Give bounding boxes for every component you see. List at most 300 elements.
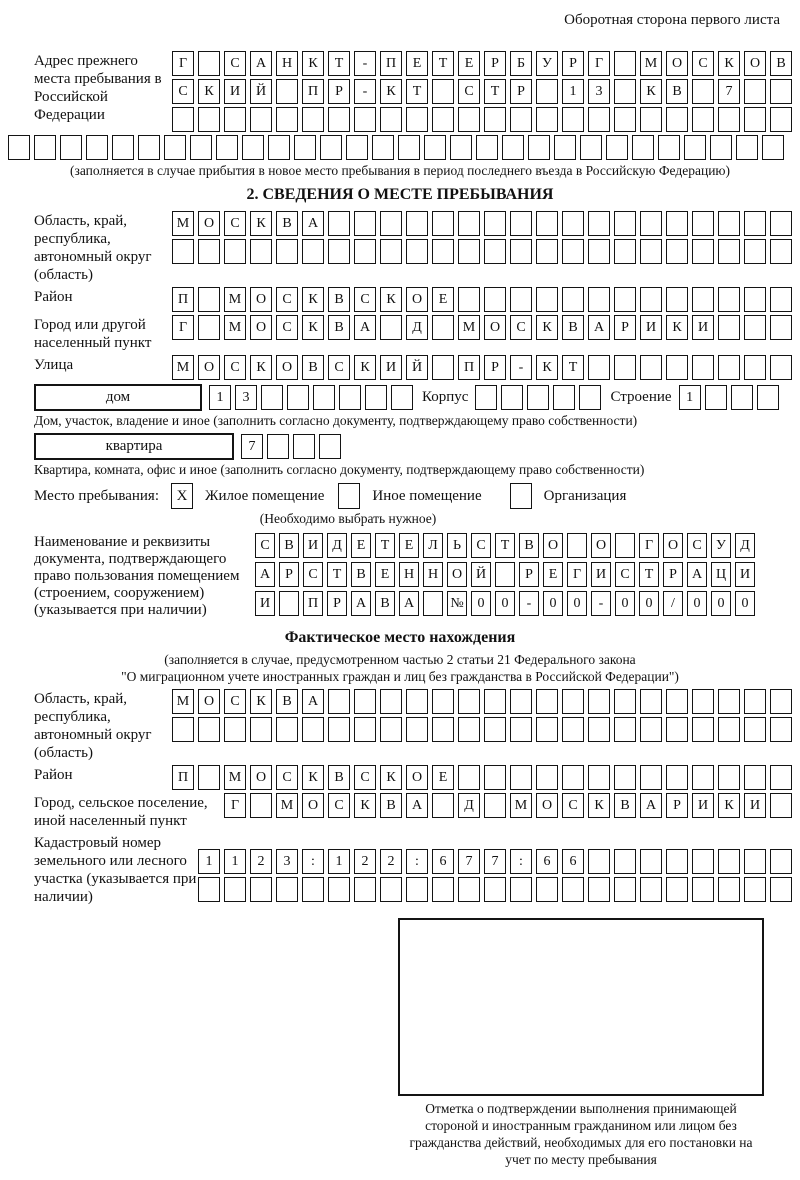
char-cell[interactable]: [450, 135, 472, 160]
char-cell[interactable]: М: [458, 315, 480, 340]
char-cell[interactable]: А: [351, 591, 371, 616]
char-cell[interactable]: [770, 765, 792, 790]
char-cell[interactable]: Г: [172, 315, 194, 340]
char-cell[interactable]: [406, 689, 428, 714]
char-cell[interactable]: С: [276, 765, 298, 790]
char-cell[interactable]: О: [302, 793, 324, 818]
char-cell[interactable]: О: [276, 355, 298, 380]
char-cell[interactable]: [744, 849, 766, 874]
char-cell[interactable]: М: [224, 315, 246, 340]
char-cell[interactable]: [432, 877, 454, 902]
char-cell[interactable]: 3: [588, 79, 610, 104]
char-cell[interactable]: К: [718, 51, 740, 76]
char-cell[interactable]: Р: [510, 79, 532, 104]
char-cell[interactable]: [224, 239, 246, 264]
char-cell[interactable]: [666, 877, 688, 902]
char-cell[interactable]: С: [687, 533, 707, 558]
char-cell[interactable]: Д: [406, 315, 428, 340]
char-cell[interactable]: [224, 107, 246, 132]
char-cell[interactable]: М: [172, 689, 194, 714]
char-cell[interactable]: [692, 717, 714, 742]
char-cell[interactable]: 2: [250, 849, 272, 874]
char-cell[interactable]: [536, 877, 558, 902]
char-cell[interactable]: [614, 717, 636, 742]
char-cell[interactable]: [588, 107, 610, 132]
char-cell[interactable]: 6: [536, 849, 558, 874]
char-cell[interactable]: [718, 765, 740, 790]
char-cell[interactable]: [588, 689, 610, 714]
char-cell[interactable]: Г: [588, 51, 610, 76]
checkbox-zhiloe[interactable]: X: [171, 483, 193, 509]
char-cell[interactable]: Т: [495, 533, 515, 558]
char-cell[interactable]: 0: [687, 591, 707, 616]
char-cell[interactable]: Т: [484, 79, 506, 104]
char-cell[interactable]: [718, 717, 740, 742]
char-cell[interactable]: И: [692, 793, 714, 818]
char-cell[interactable]: В: [666, 79, 688, 104]
char-cell[interactable]: [198, 717, 220, 742]
char-cell[interactable]: М: [276, 793, 298, 818]
char-cell[interactable]: [242, 135, 264, 160]
char-cell[interactable]: [614, 79, 636, 104]
char-cell[interactable]: П: [172, 287, 194, 312]
char-cell[interactable]: [458, 211, 480, 236]
char-cell[interactable]: С: [354, 765, 376, 790]
char-cell[interactable]: К: [250, 689, 272, 714]
char-cell[interactable]: [391, 385, 413, 410]
char-cell[interactable]: Г: [639, 533, 659, 558]
char-cell[interactable]: [346, 135, 368, 160]
char-cell[interactable]: К: [536, 355, 558, 380]
char-cell[interactable]: [302, 239, 324, 264]
char-cell[interactable]: К: [380, 765, 402, 790]
char-cell[interactable]: [562, 717, 584, 742]
char-cell[interactable]: П: [458, 355, 480, 380]
char-cell[interactable]: [432, 239, 454, 264]
char-cell[interactable]: О: [484, 315, 506, 340]
char-cell[interactable]: К: [302, 315, 324, 340]
char-cell[interactable]: [279, 591, 299, 616]
char-cell[interactable]: [510, 107, 532, 132]
char-cell[interactable]: [640, 877, 662, 902]
char-cell[interactable]: С: [224, 355, 246, 380]
char-cell[interactable]: 7: [484, 849, 506, 874]
char-cell[interactable]: [588, 717, 610, 742]
char-cell[interactable]: [692, 765, 714, 790]
char-cell[interactable]: [198, 315, 220, 340]
char-cell[interactable]: [484, 107, 506, 132]
char-cell[interactable]: [406, 239, 428, 264]
char-cell[interactable]: 0: [567, 591, 587, 616]
char-cell[interactable]: [406, 717, 428, 742]
char-cell[interactable]: [302, 717, 324, 742]
char-cell[interactable]: [666, 849, 688, 874]
char-cell[interactable]: 1: [328, 849, 350, 874]
char-cell[interactable]: [432, 315, 454, 340]
char-cell[interactable]: [328, 717, 350, 742]
char-cell[interactable]: -: [510, 355, 532, 380]
char-cell[interactable]: И: [303, 533, 323, 558]
char-cell[interactable]: [588, 849, 610, 874]
char-cell[interactable]: [562, 877, 584, 902]
char-cell[interactable]: М: [224, 765, 246, 790]
char-cell[interactable]: 0: [543, 591, 563, 616]
char-cell[interactable]: Р: [328, 79, 350, 104]
char-cell[interactable]: [614, 287, 636, 312]
char-cell[interactable]: [172, 717, 194, 742]
char-cell[interactable]: [458, 765, 480, 790]
char-cell[interactable]: 0: [711, 591, 731, 616]
char-cell[interactable]: Й: [471, 562, 491, 587]
char-cell[interactable]: [380, 107, 402, 132]
char-cell[interactable]: 1: [224, 849, 246, 874]
char-cell[interactable]: [294, 135, 316, 160]
char-cell[interactable]: [354, 211, 376, 236]
char-cell[interactable]: [692, 877, 714, 902]
char-cell[interactable]: [562, 689, 584, 714]
char-cell[interactable]: Т: [639, 562, 659, 587]
char-cell[interactable]: [770, 107, 792, 132]
char-cell[interactable]: П: [380, 51, 402, 76]
char-cell[interactable]: [475, 385, 497, 410]
char-cell[interactable]: Т: [562, 355, 584, 380]
char-cell[interactable]: [458, 689, 480, 714]
char-cell[interactable]: О: [250, 287, 272, 312]
char-cell[interactable]: [770, 287, 792, 312]
char-cell[interactable]: С: [510, 315, 532, 340]
char-cell[interactable]: М: [224, 287, 246, 312]
char-cell[interactable]: [580, 135, 602, 160]
char-cell[interactable]: [705, 385, 727, 410]
char-cell[interactable]: [224, 717, 246, 742]
char-cell[interactable]: 0: [615, 591, 635, 616]
char-cell[interactable]: [554, 135, 576, 160]
char-cell[interactable]: Н: [276, 51, 298, 76]
char-cell[interactable]: [770, 793, 792, 818]
char-cell[interactable]: [666, 765, 688, 790]
char-cell[interactable]: [562, 239, 584, 264]
char-cell[interactable]: [744, 717, 766, 742]
char-cell[interactable]: [536, 107, 558, 132]
char-cell[interactable]: Б: [510, 51, 532, 76]
char-cell[interactable]: У: [711, 533, 731, 558]
char-cell[interactable]: [567, 533, 587, 558]
char-cell[interactable]: [640, 849, 662, 874]
char-cell[interactable]: К: [354, 793, 376, 818]
char-cell[interactable]: П: [303, 591, 323, 616]
char-cell[interactable]: А: [302, 689, 324, 714]
char-cell[interactable]: [731, 385, 753, 410]
char-cell[interactable]: [770, 355, 792, 380]
char-cell[interactable]: К: [250, 355, 272, 380]
char-cell[interactable]: /: [663, 591, 683, 616]
char-cell[interactable]: [328, 689, 350, 714]
char-cell[interactable]: Г: [172, 51, 194, 76]
char-cell[interactable]: С: [276, 315, 298, 340]
char-cell[interactable]: -: [519, 591, 539, 616]
char-cell[interactable]: [293, 434, 315, 459]
char-cell[interactable]: [770, 689, 792, 714]
char-cell[interactable]: И: [380, 355, 402, 380]
char-cell[interactable]: [484, 287, 506, 312]
char-cell[interactable]: [432, 211, 454, 236]
char-cell[interactable]: [313, 385, 335, 410]
char-cell[interactable]: С: [276, 287, 298, 312]
char-cell[interactable]: К: [198, 79, 220, 104]
char-cell[interactable]: [640, 287, 662, 312]
char-cell[interactable]: Д: [458, 793, 480, 818]
char-cell[interactable]: С: [328, 355, 350, 380]
char-cell[interactable]: №: [447, 591, 467, 616]
char-cell[interactable]: С: [562, 793, 584, 818]
char-cell[interactable]: А: [354, 315, 376, 340]
char-cell[interactable]: [432, 107, 454, 132]
char-cell[interactable]: :: [406, 849, 428, 874]
char-cell[interactable]: В: [328, 765, 350, 790]
char-cell[interactable]: [406, 877, 428, 902]
char-cell[interactable]: О: [744, 51, 766, 76]
checkbox-inoe[interactable]: [338, 483, 360, 509]
char-cell[interactable]: 1: [198, 849, 220, 874]
char-cell[interactable]: [757, 385, 779, 410]
char-cell[interactable]: [380, 717, 402, 742]
char-cell[interactable]: [692, 239, 714, 264]
char-cell[interactable]: А: [588, 315, 610, 340]
char-cell[interactable]: [640, 717, 662, 742]
char-cell[interactable]: М: [172, 211, 194, 236]
char-cell[interactable]: [198, 107, 220, 132]
char-cell[interactable]: [588, 239, 610, 264]
char-cell[interactable]: [250, 107, 272, 132]
char-cell[interactable]: [736, 135, 758, 160]
char-cell[interactable]: [138, 135, 160, 160]
char-cell[interactable]: [718, 287, 740, 312]
char-cell[interactable]: У: [536, 51, 558, 76]
char-cell[interactable]: [510, 239, 532, 264]
char-cell[interactable]: О: [591, 533, 611, 558]
char-cell[interactable]: [770, 239, 792, 264]
char-cell[interactable]: :: [510, 849, 532, 874]
char-cell[interactable]: Т: [327, 562, 347, 587]
char-cell[interactable]: [666, 107, 688, 132]
char-cell[interactable]: Д: [735, 533, 755, 558]
char-cell[interactable]: [614, 51, 636, 76]
char-cell[interactable]: [770, 211, 792, 236]
char-cell[interactable]: С: [172, 79, 194, 104]
char-cell[interactable]: [319, 434, 341, 459]
char-cell[interactable]: В: [328, 287, 350, 312]
char-cell[interactable]: Т: [406, 79, 428, 104]
char-cell[interactable]: [640, 355, 662, 380]
char-cell[interactable]: 3: [235, 385, 257, 410]
char-cell[interactable]: [614, 355, 636, 380]
char-cell[interactable]: [276, 717, 298, 742]
char-cell[interactable]: [458, 877, 480, 902]
char-cell[interactable]: [692, 689, 714, 714]
char-cell[interactable]: Т: [432, 51, 454, 76]
char-cell[interactable]: [510, 689, 532, 714]
char-cell[interactable]: [588, 355, 610, 380]
char-cell[interactable]: О: [198, 689, 220, 714]
char-cell[interactable]: Р: [519, 562, 539, 587]
char-cell[interactable]: [744, 689, 766, 714]
char-cell[interactable]: [484, 793, 506, 818]
char-cell[interactable]: [614, 689, 636, 714]
char-cell[interactable]: К: [302, 51, 324, 76]
char-cell[interactable]: [276, 79, 298, 104]
char-cell[interactable]: [198, 239, 220, 264]
char-cell[interactable]: [432, 355, 454, 380]
char-cell[interactable]: [562, 765, 584, 790]
char-cell[interactable]: [276, 107, 298, 132]
char-cell[interactable]: [527, 385, 549, 410]
char-cell[interactable]: [614, 211, 636, 236]
char-cell[interactable]: С: [224, 51, 246, 76]
char-cell[interactable]: Д: [327, 533, 347, 558]
char-cell[interactable]: [432, 689, 454, 714]
char-cell[interactable]: [423, 591, 443, 616]
char-cell[interactable]: [614, 765, 636, 790]
char-cell[interactable]: О: [250, 315, 272, 340]
char-cell[interactable]: К: [718, 793, 740, 818]
char-cell[interactable]: Р: [484, 355, 506, 380]
char-cell[interactable]: [536, 689, 558, 714]
char-cell[interactable]: В: [302, 355, 324, 380]
char-cell[interactable]: 7: [241, 434, 263, 459]
char-cell[interactable]: М: [172, 355, 194, 380]
char-cell[interactable]: [658, 135, 680, 160]
char-cell[interactable]: Г: [224, 793, 246, 818]
char-cell[interactable]: [276, 239, 298, 264]
char-cell[interactable]: [458, 287, 480, 312]
char-cell[interactable]: -: [354, 79, 376, 104]
char-cell[interactable]: [614, 239, 636, 264]
char-cell[interactable]: 0: [495, 591, 515, 616]
char-cell[interactable]: [458, 717, 480, 742]
char-cell[interactable]: О: [198, 211, 220, 236]
char-cell[interactable]: [224, 877, 246, 902]
char-cell[interactable]: [692, 287, 714, 312]
char-cell[interactable]: [640, 107, 662, 132]
char-cell[interactable]: А: [302, 211, 324, 236]
char-cell[interactable]: [268, 135, 290, 160]
char-cell[interactable]: 1: [209, 385, 231, 410]
char-cell[interactable]: Г: [567, 562, 587, 587]
char-cell[interactable]: [190, 135, 212, 160]
char-cell[interactable]: Р: [327, 591, 347, 616]
char-cell[interactable]: [536, 79, 558, 104]
char-cell[interactable]: [424, 135, 446, 160]
char-cell[interactable]: [484, 239, 506, 264]
char-cell[interactable]: [710, 135, 732, 160]
char-cell[interactable]: О: [406, 287, 428, 312]
char-cell[interactable]: В: [276, 211, 298, 236]
char-cell[interactable]: [328, 877, 350, 902]
char-cell[interactable]: [606, 135, 628, 160]
char-cell[interactable]: [320, 135, 342, 160]
char-cell[interactable]: [476, 135, 498, 160]
char-cell[interactable]: [198, 287, 220, 312]
char-cell[interactable]: [614, 849, 636, 874]
char-cell[interactable]: О: [198, 355, 220, 380]
char-cell[interactable]: С: [354, 287, 376, 312]
char-cell[interactable]: [770, 849, 792, 874]
char-cell[interactable]: В: [614, 793, 636, 818]
char-cell[interactable]: [250, 877, 272, 902]
char-cell[interactable]: 2: [380, 849, 402, 874]
char-cell[interactable]: [354, 877, 376, 902]
char-cell[interactable]: [666, 689, 688, 714]
char-cell[interactable]: [172, 107, 194, 132]
char-cell[interactable]: О: [250, 765, 272, 790]
char-cell[interactable]: [692, 355, 714, 380]
char-cell[interactable]: Р: [279, 562, 299, 587]
char-cell[interactable]: [432, 79, 454, 104]
char-cell[interactable]: [250, 793, 272, 818]
char-cell[interactable]: [60, 135, 82, 160]
char-cell[interactable]: [365, 385, 387, 410]
char-cell[interactable]: Ь: [447, 533, 467, 558]
char-cell[interactable]: [432, 717, 454, 742]
char-cell[interactable]: О: [447, 562, 467, 587]
char-cell[interactable]: С: [224, 211, 246, 236]
char-cell[interactable]: А: [640, 793, 662, 818]
char-cell[interactable]: [744, 877, 766, 902]
char-cell[interactable]: Р: [666, 793, 688, 818]
char-cell[interactable]: А: [406, 793, 428, 818]
char-cell[interactable]: Р: [614, 315, 636, 340]
char-cell[interactable]: [692, 849, 714, 874]
char-cell[interactable]: [528, 135, 550, 160]
char-cell[interactable]: М: [640, 51, 662, 76]
char-cell[interactable]: Н: [423, 562, 443, 587]
char-cell[interactable]: [380, 211, 402, 236]
char-cell[interactable]: [640, 689, 662, 714]
char-cell[interactable]: 0: [471, 591, 491, 616]
char-cell[interactable]: Ц: [711, 562, 731, 587]
char-cell[interactable]: [718, 355, 740, 380]
char-cell[interactable]: [328, 211, 350, 236]
char-cell[interactable]: И: [591, 562, 611, 587]
char-cell[interactable]: [562, 107, 584, 132]
char-cell[interactable]: [718, 849, 740, 874]
char-cell[interactable]: 6: [562, 849, 584, 874]
char-cell[interactable]: [553, 385, 575, 410]
char-cell[interactable]: -: [591, 591, 611, 616]
char-cell[interactable]: Т: [328, 51, 350, 76]
char-cell[interactable]: В: [375, 591, 395, 616]
char-cell[interactable]: [588, 211, 610, 236]
char-cell[interactable]: :: [302, 849, 324, 874]
char-cell[interactable]: [666, 355, 688, 380]
char-cell[interactable]: [164, 135, 186, 160]
char-cell[interactable]: [406, 107, 428, 132]
char-cell[interactable]: [770, 717, 792, 742]
char-cell[interactable]: [718, 877, 740, 902]
char-cell[interactable]: [718, 107, 740, 132]
char-cell[interactable]: Р: [562, 51, 584, 76]
char-cell[interactable]: [112, 135, 134, 160]
char-cell[interactable]: В: [519, 533, 539, 558]
char-cell[interactable]: К: [302, 765, 324, 790]
char-cell[interactable]: [276, 877, 298, 902]
char-cell[interactable]: О: [663, 533, 683, 558]
char-cell[interactable]: [250, 717, 272, 742]
char-cell[interactable]: [640, 765, 662, 790]
char-cell[interactable]: [588, 287, 610, 312]
char-cell[interactable]: [692, 211, 714, 236]
char-cell[interactable]: [354, 107, 376, 132]
